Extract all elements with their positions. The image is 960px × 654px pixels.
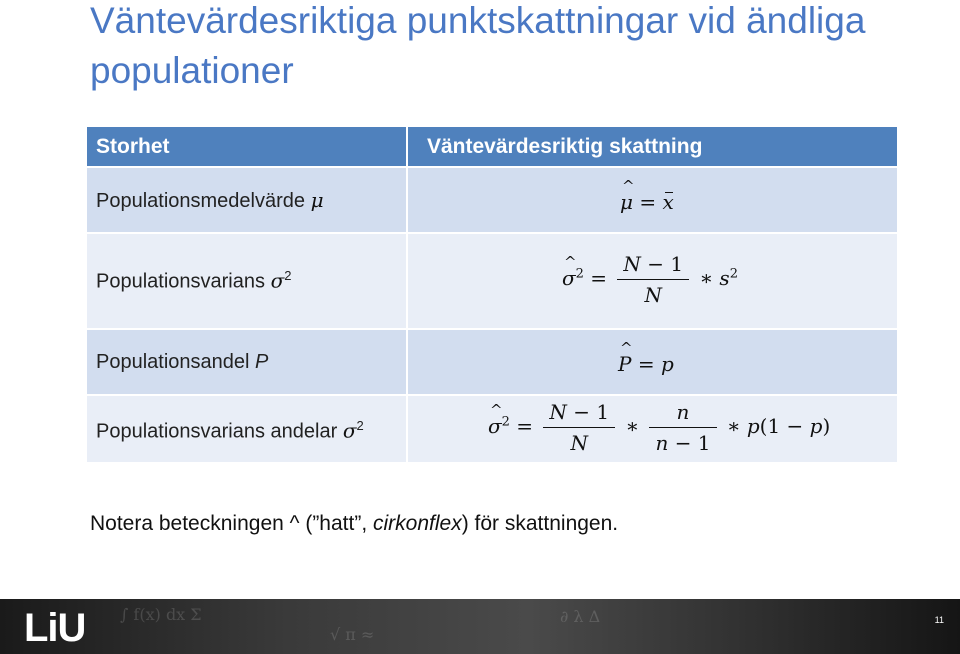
- footer-bar: [0, 599, 960, 654]
- formula-mean: ^ μ = x: [407, 167, 897, 233]
- row-label-proportion: Populationsandel P: [87, 329, 407, 395]
- table-row: [87, 233, 897, 329]
- chalk-decoration: √ π ≈: [330, 625, 375, 644]
- page-number: 11: [934, 615, 944, 625]
- chalk-decoration: ∫ f(x) dx Σ: [120, 605, 202, 624]
- table-row: [87, 167, 897, 233]
- liu-logo: LiU: [24, 606, 86, 650]
- table-header-row: [87, 127, 897, 167]
- header-quantity: Storhet: [87, 127, 407, 167]
- row-label-mean: Populationsmedelvärde μ: [87, 167, 407, 233]
- table-row: [87, 329, 897, 395]
- row-label-variance: Populationsvarians $\sigma^2$: [87, 233, 407, 329]
- formula-variance: ^ $\sigma^2$ = $\frac{N - 1}{N}$ ∗ $s^2$: [407, 233, 897, 329]
- formula-proportion: ^ P = p: [407, 329, 897, 395]
- header-estimator: Väntevärdesriktig skattning: [407, 127, 897, 167]
- formula-proportion-variance: ^ $\sigma^2$ = $\frac{N - 1}{N}$ ∗ $\frac{n}{n - 1}$ ∗ p(1 − p): [407, 395, 897, 463]
- estimator-table: [87, 127, 897, 464]
- row-label-proportion-variance: Populationsvarians andelar $\sigma^2$: [87, 395, 407, 463]
- table-row: [87, 395, 897, 463]
- chalk-decoration: ∂ λ Δ: [560, 607, 601, 626]
- footnote: Notera beteckningen ^ (”hatt”, cirkonflex) för skattningen.: [90, 512, 619, 535]
- slide-title: Väntevärdesriktiga punktskattningar vid ändliga populationer: [90, 0, 866, 91]
